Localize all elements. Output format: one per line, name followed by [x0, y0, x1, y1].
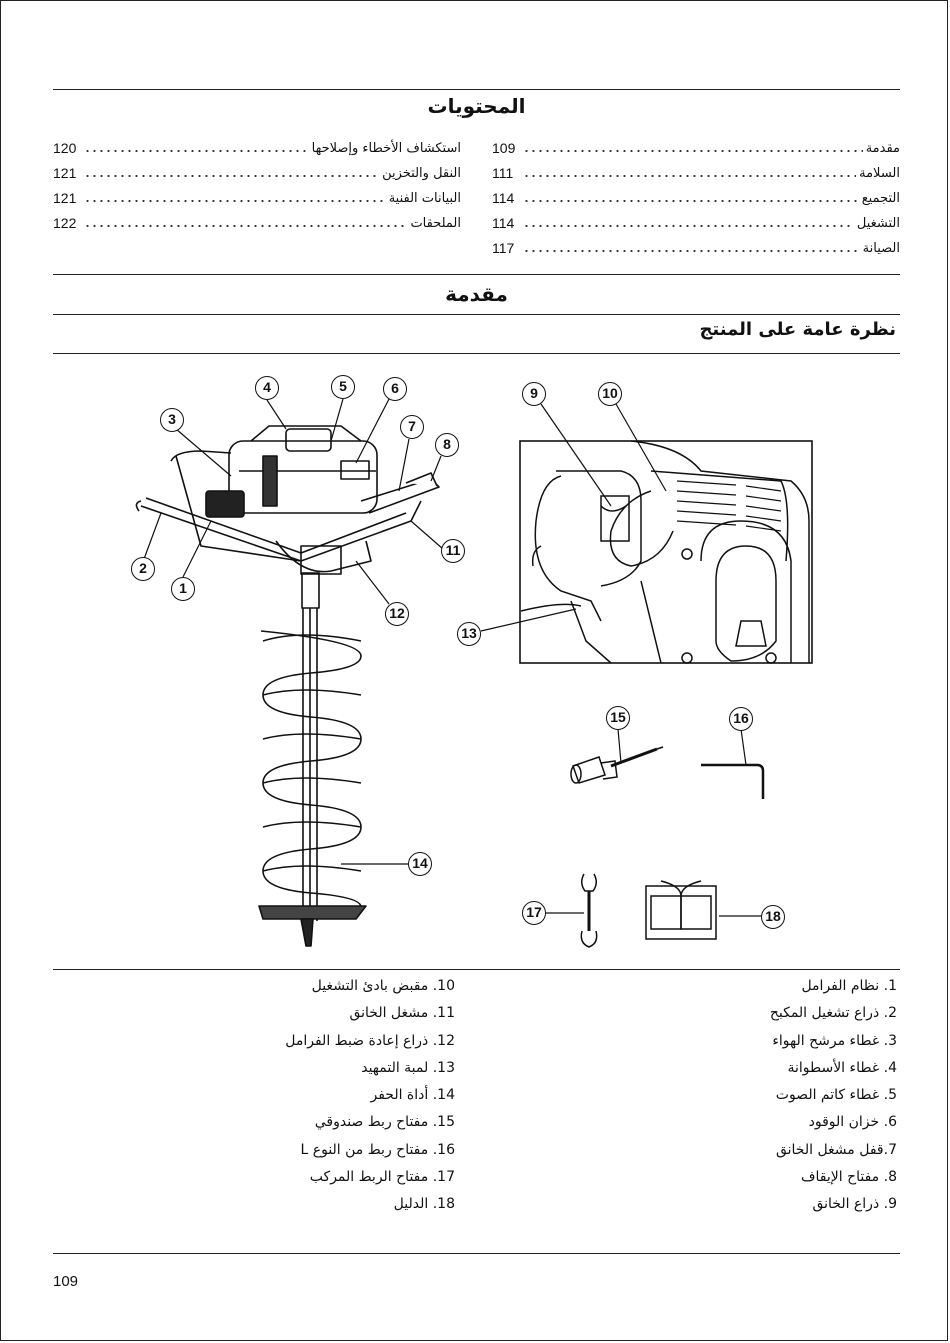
parts-list-item: 6. خزان الوقود [808, 1114, 897, 1131]
callout-7: 7 [400, 415, 424, 439]
parts-rule [53, 969, 900, 970]
parts-list-item: 7.قفل مشغل الخانق [775, 1141, 897, 1158]
toc-page-number: 111 [492, 165, 514, 181]
parts-list-item: 4. غطاء الأسطوانة [787, 1059, 897, 1076]
callout-15: 15 [606, 706, 630, 730]
parts-list-item: 1. نظام الفرامل [801, 978, 897, 994]
parts-list-item: 11. مشغل الخانق [349, 1005, 455, 1022]
callout-17: 17 [522, 901, 546, 925]
parts-list-item: 2. ذراع تشغيل المكبح [769, 1005, 897, 1022]
parts-left-column [285, 978, 455, 1224]
parts-list-item: 10. مقبض بادئ التشغيل [311, 978, 455, 994]
footer-rule [53, 1253, 900, 1254]
callout-8: 8 [435, 433, 459, 457]
parts-list-item: 9. ذراع الخانق [812, 1196, 897, 1213]
parts-list-item: 17. مفتاح الربط المركب [309, 1169, 455, 1186]
toc-title: النقل والتخزين [382, 166, 461, 181]
callout-3: 3 [160, 408, 184, 432]
toc-page-number: 114 [492, 215, 515, 231]
section-title: مقدمة [445, 282, 508, 306]
callout-13: 13 [457, 622, 481, 646]
callout-9: 9 [522, 382, 546, 406]
callout-6: 6 [383, 377, 407, 401]
contents-title: المحتويات [427, 94, 526, 118]
callout-1: 1 [171, 577, 195, 601]
parts-list-item: 18. الدليل [393, 1196, 455, 1213]
callout-11: 11 [441, 539, 465, 563]
parts-right-column [770, 978, 897, 1224]
callout-16: 16 [729, 707, 753, 731]
toc-page-number: 122 [53, 215, 77, 231]
toc-title: البيانات الفنية [388, 191, 461, 206]
callout-18: 18 [761, 905, 785, 929]
section-subtitle: نظرة عامة على المنتج [699, 319, 896, 340]
callout-12: 12 [385, 602, 409, 626]
callout-2: 2 [131, 557, 155, 581]
toc-title: الملحقات [410, 216, 461, 231]
toc-title: الصيانة [862, 241, 900, 256]
page-number: 109 [53, 1273, 79, 1290]
toc-title: مقدمة [865, 141, 900, 156]
parts-list-item: 15. مفتاح ربط صندوقي [314, 1114, 455, 1131]
toc-page-number: 120 [53, 140, 77, 156]
toc-title: استكشاف الأخطاء وإصلاحها [311, 141, 461, 156]
callout-14: 14 [408, 852, 432, 876]
toc-page-number: 121 [53, 190, 77, 206]
toc-page-number: 117 [492, 240, 515, 256]
toc-title: التشغيل [856, 216, 900, 231]
parts-list-item: 5. غطاء كاتم الصوت [775, 1087, 897, 1104]
toc-page-number: 109 [492, 140, 516, 156]
toc-page-number: 114 [492, 190, 515, 206]
toc-title: التجميع [861, 191, 900, 206]
parts-list-item: 12. ذراع إعادة ضبط الفرامل [285, 1032, 455, 1049]
parts-list-item: 8. مفتاح الإيقاف [800, 1169, 897, 1186]
tools-illustration [1, 1, 950, 1001]
toc-title: السلامة [859, 166, 900, 181]
parts-list-item: 13. لمبة التمهيد [361, 1059, 455, 1076]
parts-list-item: 3. غطاء مرشح الهواء [772, 1032, 897, 1049]
callout-5: 5 [331, 375, 355, 399]
parts-list-item: 14. أداة الحفر [370, 1087, 455, 1104]
callout-4: 4 [255, 376, 279, 400]
callout-10: 10 [598, 382, 622, 406]
parts-list-item: 16. مفتاح ربط من النوع L [300, 1141, 455, 1158]
toc-page-number: 121 [53, 165, 77, 181]
